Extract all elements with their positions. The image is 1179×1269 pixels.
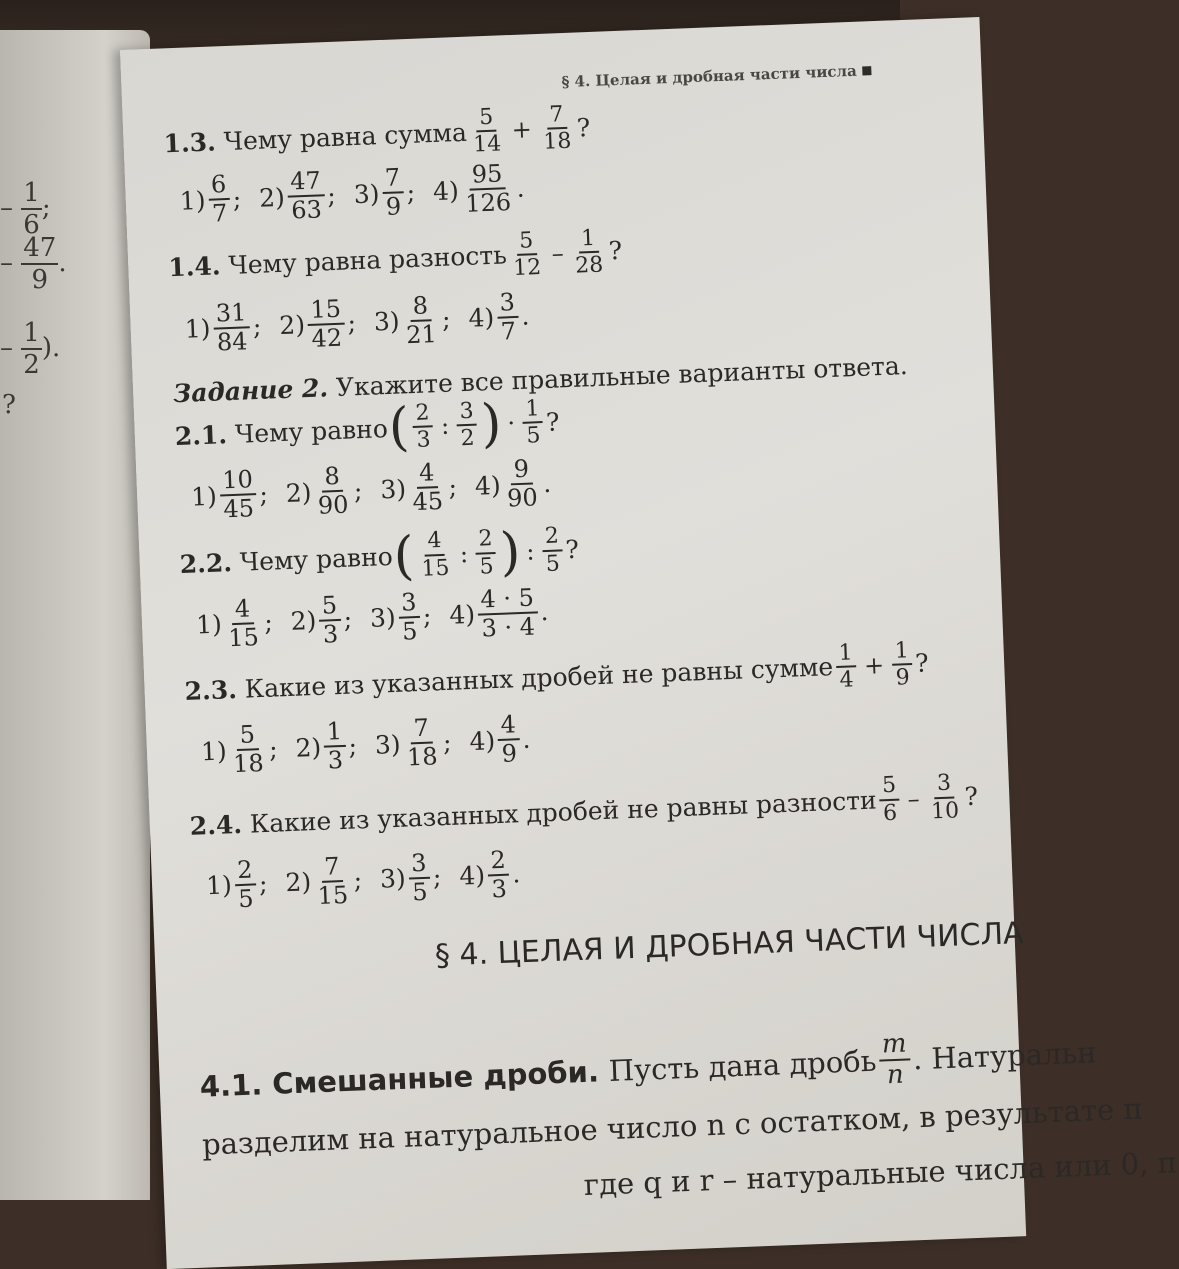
option: 2) $\frac{5}{3}$ ; xyxy=(290,590,353,649)
option: 4) $\frac{4}{9}$ . xyxy=(468,710,531,769)
option: 4) $\frac{2}{3}$ . xyxy=(458,845,521,904)
problem-2-1-question: 2.1. Чему равно ( $\frac{2}{3}$ : $\frac{3}{2}$ ) · $\frac{1}{5}$ ? xyxy=(174,393,560,459)
problem-2-4-question: 2.4. Какие из указанных дробей не равны разности $\frac{5}{6}$ – $\frac{3}{10}$ ? xyxy=(189,771,979,841)
option: 2) $\frac{1}{3}$ ; xyxy=(295,717,358,775)
option: 1) $\frac{6}{7}$ ; xyxy=(179,170,242,228)
right-paren-icon: ) xyxy=(479,393,503,455)
option: 4) $\frac{95}{126}$ . xyxy=(432,159,526,219)
option: 1) $\frac{10}{45}$ ; xyxy=(190,465,269,524)
option: 2) $\frac{15}{42}$ ; xyxy=(278,294,357,353)
paragraph-line-1: 4.1. Смешанные дроби. Пусть дана дробь $\frac{m}{n}$ . Натуральн xyxy=(199,1028,1098,1104)
left-paren-icon: ( xyxy=(387,397,411,459)
book-page xyxy=(120,17,1178,1269)
problems-block xyxy=(163,89,979,914)
left-fragment-3: – $\frac{1}{2}$ ). xyxy=(0,318,61,380)
option: 3) $\frac{8}{21}$ ; xyxy=(373,291,452,350)
option: 2) $\frac{47}{63}$ ; xyxy=(258,166,337,225)
problem-1-4-question: 1.4. Чему равна разность $\frac{5}{12}$ – $\frac{1}{28}$ ? xyxy=(167,225,623,283)
problem-1-3-question: 1.3. Чему равна сумма $\frac{5}{14}$ + $\frac{7}{18}$ ? xyxy=(163,102,591,158)
section-heading: § 4. ЦЕЛАЯ И ДРОБНАЯ ЧАСТИ ЧИСЛА xyxy=(434,915,1025,974)
option: 3) $\frac{3}{5}$ ; xyxy=(379,848,442,907)
option: 3) $\frac{4}{45}$ ; xyxy=(379,458,458,517)
option: 1) $\frac{5}{18}$ ; xyxy=(200,720,279,779)
left-fragment-2: – $\frac{47}{9}$ . xyxy=(0,233,67,295)
square-marker-icon xyxy=(863,66,872,75)
paragraph-line-2: разделим на натуральное число n с остатком, в результате п xyxy=(201,1091,1144,1162)
running-head: § 4. Целая и дробная части числа xyxy=(561,61,872,91)
option: 1) $\frac{4}{15}$ ; xyxy=(195,593,274,652)
left-fragment-4: ? xyxy=(2,390,16,420)
right-paren-icon: ) xyxy=(498,521,522,583)
option: 2) $\frac{8}{90}$ ; xyxy=(285,462,363,521)
problem-2-3-question: 2.3. Какие из указанных дробей не равны сумме $\frac{1}{4}$ + $\frac{1}{9}$ ? xyxy=(184,638,930,707)
paragraph-line-3: где q и r – натуральные числа или 0, п xyxy=(583,1145,1178,1203)
left-paren-icon: ( xyxy=(392,525,416,587)
left-fragment-1: – $\frac{1}{6}$ ; xyxy=(0,178,51,240)
option: 4) $\frac{4 \cdot 5}{3 \cdot 4}$ . xyxy=(448,583,549,643)
option: 3) $\frac{7}{18}$ ; xyxy=(374,713,453,772)
option: 3) $\frac{7}{9}$ ; xyxy=(353,163,416,222)
problem-2-2-question: 2.2. Чему равно ( $\frac{4}{15}$ : $\frac{2}{5}$ ) : $\frac{2}{5}$ ? xyxy=(179,521,580,587)
option: 2) $\frac{7}{15}$ ; xyxy=(284,851,363,910)
option: 1) $\frac{31}{84}$ ; xyxy=(184,298,262,357)
task-2-heading: Задание 2. Укажите все правильные варианты ответа. xyxy=(172,351,909,409)
option: 3) $\frac{3}{5}$ ; xyxy=(369,587,432,646)
option: 4) $\frac{3}{7}$ . xyxy=(467,287,530,346)
option: 1) $\frac{2}{5}$ ; xyxy=(205,855,269,913)
option: 4) $\frac{9}{90}$ . xyxy=(474,454,552,513)
